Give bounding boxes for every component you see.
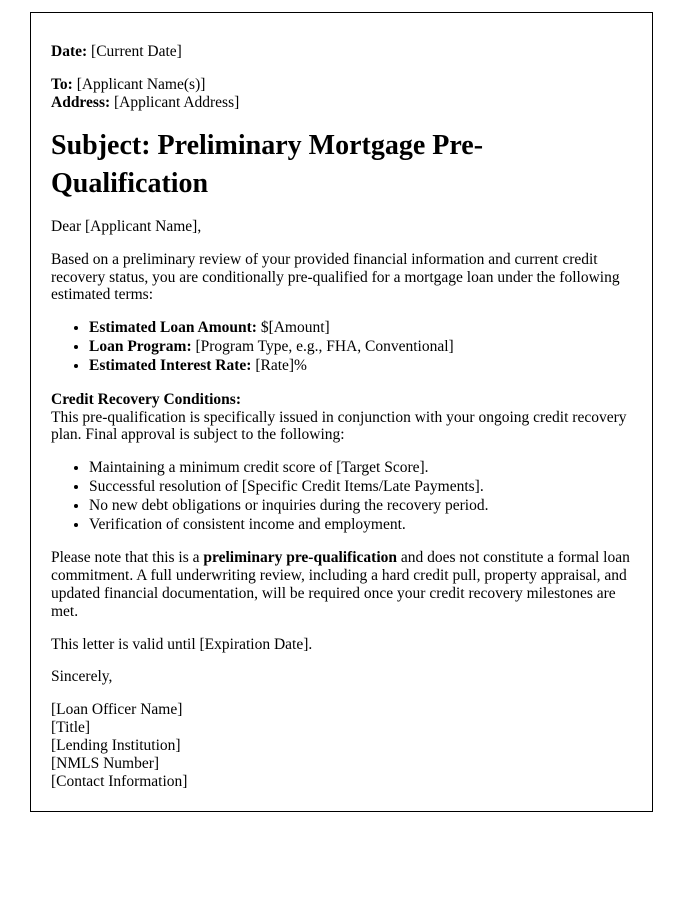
letter-page	[30, 12, 653, 812]
subject-heading: Subject: Preliminary Mortgage Pre-Qualification	[51, 130, 484, 200]
signature-line: [NMLS Number]	[51, 754, 160, 772]
conditions-heading	[51, 391, 632, 409]
term-label: Estimated Interest Rate:	[89, 356, 252, 374]
address-value: [Applicant Address]	[114, 93, 240, 111]
signature-line: [Lending Institution]	[51, 736, 181, 754]
note-suffix: and does not constitute a formal loan commitment. A full underwriting review, including a hard credit pull, property appraisal, and updated financial documentation, will be required once your credit recovery milestones are met.	[51, 549, 630, 620]
intro-paragraph: Based on a preliminary review of your provided financial information and current credit recovery status, you are conditionally pre-qualified for a mortgage loan under the following estimated terms:	[51, 250, 620, 304]
date-value: [Current Date]	[91, 43, 182, 60]
note-paragraph	[51, 549, 632, 620]
term-label: Estimated Loan Amount:	[89, 319, 257, 337]
conditions-intro: This pre-qualification is specifically issued in conjunction with your ongoing credit recovery plan. Final approval is subject to the following:	[51, 408, 627, 444]
conditions-list	[51, 459, 632, 534]
conditions-heading-text: Credit Recovery Conditions:	[51, 390, 241, 408]
list-item	[89, 338, 632, 357]
list-item: • Maintaining a minimum credit score of [Target Score].	[89, 459, 632, 478]
address-line	[51, 94, 632, 112]
signature-line: [Loan Officer Name]	[51, 701, 183, 719]
signature-line: [Title]	[51, 719, 91, 737]
list-item	[89, 357, 632, 376]
note-prefix: Please note that this is a	[51, 549, 204, 567]
address-label: Address:	[51, 93, 111, 111]
list-item: • Successful resolution of [Specific Credit Items/Late Payments].	[89, 478, 632, 497]
signature-block	[51, 701, 632, 790]
to-value: [Applicant Name(s)]	[76, 75, 206, 93]
closing-line: Sincerely,	[51, 668, 113, 686]
list-item: • No new debt obligations or inquiries during the recovery period.	[89, 497, 632, 516]
salutation: Dear [Applicant Name],	[51, 218, 202, 236]
term-value: [Program Type, e.g., FHA, Conventional]	[195, 338, 454, 356]
to-label: To:	[51, 75, 73, 93]
list-item: • Verification of consistent income and employment.	[89, 516, 632, 535]
list-item	[89, 319, 632, 338]
signature-line: [Contact Information]	[51, 772, 188, 790]
note-bold: preliminary pre-qualification	[203, 549, 397, 567]
date-label: Date:	[51, 43, 88, 60]
to-line	[51, 76, 632, 94]
term-label: Loan Program:	[89, 338, 192, 356]
terms-list	[51, 319, 632, 375]
validity-line: This letter is valid until [Expiration Date].	[51, 635, 313, 653]
term-value: [Rate]%	[255, 356, 307, 374]
date-line	[51, 43, 632, 61]
term-value: $[Amount]	[260, 319, 330, 337]
